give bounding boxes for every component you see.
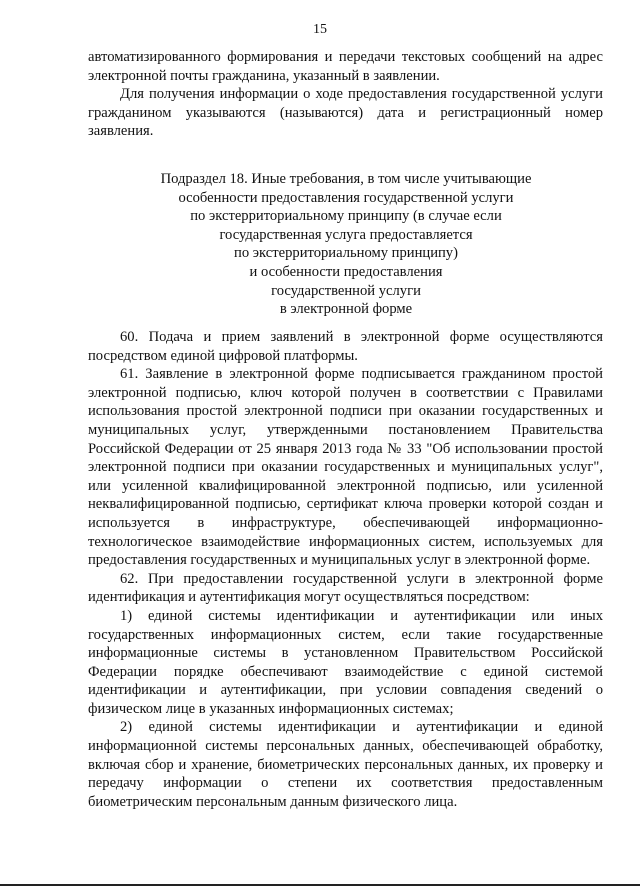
paragraph-62-item-1: 1) единой системы идентификации и аутентификации или иных государственных информационных систем, если такие государственные информационные системы в установленном Правительством Российской Федерации порядке обеспечивают взаимодействие с единой системой идентификации и аутентификации, при условии совпадения сведений о физическом лице в указанных информационных системах; <box>88 607 603 717</box>
heading-line: и особенности предоставления <box>249 263 443 280</box>
paragraph-62: 62. При предоставлении государственной услуги в электронной форме идентификация и аутентификация могут осуществляться посредством: <box>88 570 603 606</box>
paragraph-62-item-2: 2) единой системы идентификации и аутентификации и единой информационной системы персональных данных, обеспечивающей обработку, включая сбор и хранение, биометрических персональных данных, их проверку и передачу информации о степени их соответствия предоставленным биометрическим персональным данным физического лица. <box>88 719 603 810</box>
main-text <box>88 328 603 811</box>
heading-line: в электронной форме <box>279 301 413 318</box>
page-number: 15 <box>313 22 327 37</box>
heading-line: Подраздел 18. Иные требования, в том числе учитывающие <box>160 171 532 187</box>
heading-line: по экстерриториальному принципу (в случае если <box>190 208 502 225</box>
page-bottom-edge <box>0 884 640 886</box>
paragraph-61: 61. Заявление в электронной форме подписывается гражданином простой электронной подписью, ключ которой получен в соответствии с Правилами использования простой электронной подписи при оказании государственных и муниципальных услуг, утвержденными постановлением Правительства Российской Федерации от 25 января 2013 года № 33 "Об использовании простой электронной подписи при оказании государственных и муниципальных услуг", или усиленной квалифицированной электронной подписью, или усиленной неквалифицированной подписью, сертификат ключа проверки которой создан и используется в инфраструктуре, обеспечивающей информационно-технологическое взаимодействие информационных систем, используемых для предоставления государственных и муниципальных услуг в электронной форме. <box>88 366 603 569</box>
heading-line: особенности предоставления государственной услуги <box>178 189 514 206</box>
subsection-heading <box>96 170 596 319</box>
heading-line: государственная услуга предоставляется <box>219 226 473 243</box>
paragraph-60: 60. Подача и прием заявлений в электронной форме осуществляются посредством единой цифровой платформы. <box>88 329 603 364</box>
heading-line: по экстерриториальному принципу) <box>234 245 458 262</box>
heading-line: государственной услуги <box>271 282 421 299</box>
intro-paragraph-2: Для получения информации о ходе предоставления государственной услуги гражданином указываются (называются) дата и регистрационный номер заявления. <box>88 86 603 140</box>
intro-text <box>88 48 603 141</box>
intro-paragraph-1: автоматизированного формирования и передачи текстовых сообщений на адрес электронной почты гражданина, указанный в заявлении. <box>88 49 603 84</box>
